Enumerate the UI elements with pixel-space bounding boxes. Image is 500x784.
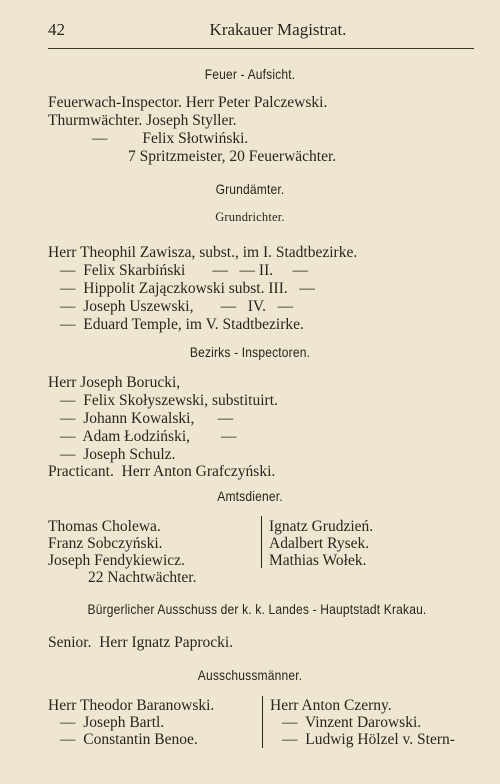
section-heading-feuer: Feuer - Aufsicht. xyxy=(204,66,296,82)
page-number: 42 xyxy=(48,20,65,39)
text-line: — Joseph Schulz. xyxy=(60,446,176,463)
list-item: Thomas Cholewa. xyxy=(48,518,161,535)
list-item: — Ludwig Hölzel v. Stern- xyxy=(282,731,455,748)
page-header xyxy=(48,20,474,42)
text-line: — Eduard Temple, im V. Stadtbezirke. xyxy=(60,316,304,333)
list-item: Adalbert Rysek. xyxy=(269,535,370,552)
section-heading-bezirks: Bezirks - Inspectoren. xyxy=(189,344,311,360)
text-line: Thurmwächter. Joseph Styller. xyxy=(48,112,237,129)
text-line: — Felix Skołyszewski, substituirt. xyxy=(60,392,278,409)
list-item: — Joseph Bartl. xyxy=(60,714,165,731)
list-item: — Constantin Benoe. xyxy=(60,731,198,748)
column-divider xyxy=(261,516,262,568)
section-heading-ausschussmaenner: Ausschussmänner. xyxy=(197,667,303,683)
text-line: — Felix Słotwiński. xyxy=(92,130,249,147)
list-item: Herr Theodor Baranowski. xyxy=(48,697,215,714)
list-item: Mathias Wołek. xyxy=(269,552,367,569)
text-line: — Felix Skarbiński — — II. — xyxy=(60,262,308,279)
text-line: — Adam Łodziński, — xyxy=(60,428,237,445)
column-divider xyxy=(262,696,263,748)
list-item: Herr Anton Czerny. xyxy=(270,697,392,714)
section-heading-ausschuss: Bürgerlicher Ausschuss der k. k. Landes - Hauptstadt Krakau. xyxy=(87,601,427,617)
text-line: Practicant. Herr Anton Grafczyński. xyxy=(48,463,276,480)
subheading-grundrichter: Grundrichter. xyxy=(215,210,285,224)
text-line: — Hippolit Zajączkowski subst. III. — xyxy=(60,280,315,297)
list-item: — Vinzent Darowski. xyxy=(282,714,422,731)
list-item: Ignatz Grudzień. xyxy=(269,518,374,535)
list-item: Joseph Fendykiewicz. xyxy=(48,552,185,569)
section-heading-grund: Grundämter. xyxy=(215,181,285,197)
list-item: Franz Sobczyński. xyxy=(48,535,163,552)
text-line: Herr Joseph Borucki, xyxy=(48,374,181,391)
text-line: Herr Theophil Zawisza, subst., im I. Stadtbezirke. xyxy=(48,244,358,261)
list-item: 22 Nachtwächter. xyxy=(88,569,197,586)
header-rule xyxy=(48,48,474,49)
section-heading-amts: Amtsdiener. xyxy=(217,488,283,504)
text-line: — Joseph Uszewski, — IV. — xyxy=(60,298,294,315)
text-line: Feuerwach-Inspector. Herr Peter Palczewski. xyxy=(48,94,328,111)
text-line: 7 Spritzmeister, 20 Feuerwächter. xyxy=(128,148,337,165)
text-line: Senior. Herr Ignatz Paprocki. xyxy=(48,634,234,651)
running-title: Krakauer Magistrat. xyxy=(209,20,347,39)
text-line: — Johann Kowalski, — xyxy=(60,410,234,427)
